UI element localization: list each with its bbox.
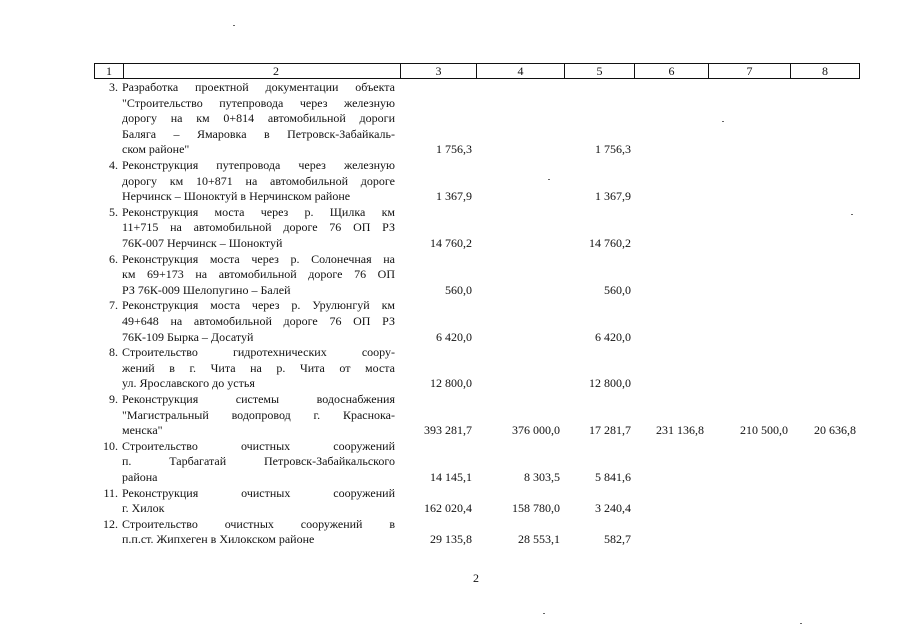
value-col-3: 14 145,1 bbox=[430, 469, 472, 484]
table-row bbox=[0, 205, 905, 252]
table-row bbox=[0, 345, 905, 392]
value-col-5: 6 420,0 bbox=[595, 329, 631, 344]
description-line: ул. Ярославского до устья bbox=[122, 376, 255, 391]
description-line: "Магистральный водопровод г. Краснока- bbox=[122, 407, 395, 422]
description-line: Реконструкция моста через р. Щилка км bbox=[122, 204, 395, 219]
description-line: 49+648 на автомобильной дороге 76 ОП РЗ bbox=[122, 313, 395, 328]
scan-speck bbox=[543, 613, 545, 614]
description-line: дорогу на км 0+814 автомобильной дороги bbox=[122, 111, 395, 126]
header-cell-3: 3 bbox=[400, 64, 476, 78]
row-number: 4. bbox=[109, 158, 118, 172]
row-number: 8. bbox=[109, 345, 118, 360]
value-col-4: 158 780,0 bbox=[512, 501, 560, 516]
description-line: района bbox=[122, 469, 158, 484]
description-line: Баляга – Ямаровка в Петровск-Забайкаль- bbox=[122, 126, 395, 141]
row-description bbox=[122, 298, 395, 345]
value-col-3: 6 420,0 bbox=[436, 329, 472, 344]
row-number: 12. bbox=[103, 516, 118, 531]
row-description bbox=[122, 486, 395, 517]
value-col-5: 14 760,2 bbox=[589, 235, 631, 250]
description-line: "Строительство путепровода через железную bbox=[122, 95, 395, 110]
value-col-4: 376 000,0 bbox=[512, 423, 560, 438]
description-line: Реконструкция очистных сооружений bbox=[122, 485, 395, 500]
row-description bbox=[122, 80, 395, 158]
description-line: г. Хилок bbox=[122, 501, 165, 516]
row-description bbox=[122, 158, 395, 205]
header-cell-2: 2 bbox=[123, 64, 428, 78]
row-description bbox=[122, 392, 395, 439]
table-row bbox=[0, 158, 905, 205]
row-description bbox=[122, 345, 395, 392]
description-line: Строительство гидротехнических соору- bbox=[122, 345, 395, 360]
table-row bbox=[0, 439, 905, 486]
value-col-3: 29 135,8 bbox=[430, 532, 472, 547]
value-col-3: 162 020,4 bbox=[424, 501, 472, 516]
description-line: Реконструкция путепровода через железную bbox=[122, 158, 395, 172]
value-col-5: 5 841,6 bbox=[595, 469, 631, 484]
header-cell-4: 4 bbox=[476, 64, 564, 78]
value-col-3: 14 760,2 bbox=[430, 235, 472, 250]
description-line: жений в г. Чита на р. Чита от моста bbox=[122, 360, 395, 375]
description-line: Строительство очистных сооружений в bbox=[122, 516, 395, 531]
description-line: 76К-007 Нерчинск – Шоноктуй bbox=[122, 235, 283, 250]
row-description bbox=[122, 252, 395, 299]
scan-speck bbox=[548, 179, 550, 180]
description-line: Реконструкция моста через р. Урулюнгуй км bbox=[122, 298, 395, 313]
header-cell-1: 1 bbox=[106, 64, 112, 78]
description-line: п. Тарбагатай Петровск-Забайкальского bbox=[122, 454, 395, 469]
description-line: Реконструкция системы водоснабжения bbox=[122, 392, 395, 406]
description-line: ском районе" bbox=[122, 142, 190, 157]
description-line: п.п.ст. Жипхеген в Хилокском районе bbox=[122, 532, 315, 547]
description-line: менска" bbox=[122, 423, 163, 438]
description-line: Разработка проектной документации объекта bbox=[122, 80, 395, 94]
table-row bbox=[0, 252, 905, 299]
value-col-3: 393 281,7 bbox=[424, 423, 472, 438]
value-col-5: 3 240,4 bbox=[595, 501, 631, 516]
description-line: Реконструкция моста через р. Солонечная на bbox=[122, 251, 395, 266]
row-number: 5. bbox=[109, 204, 118, 219]
description-line: Строительство очистных сооружений bbox=[122, 438, 395, 453]
table-row bbox=[0, 486, 905, 517]
value-col-8: 20 636,8 bbox=[814, 423, 856, 438]
value-col-5: 1 367,9 bbox=[595, 189, 631, 204]
value-col-7: 210 500,0 bbox=[740, 423, 788, 438]
value-col-5: 12 800,0 bbox=[589, 376, 631, 391]
page-number: 2 bbox=[473, 571, 479, 585]
row-description bbox=[122, 205, 395, 252]
value-col-3: 12 800,0 bbox=[430, 376, 472, 391]
description-line: 11+715 на автомобильной дороге 76 ОП РЗ bbox=[122, 220, 395, 235]
description-line: дорогу км 10+871 на автомобильной дороге bbox=[122, 173, 395, 188]
description-line: км 69+173 на автомобильной дороге 76 ОП bbox=[122, 267, 395, 282]
description-line: 76К-109 Бырка – Досатуй bbox=[122, 329, 254, 344]
row-number: 6. bbox=[109, 251, 118, 266]
scan-speck bbox=[722, 121, 724, 122]
scan-speck bbox=[851, 214, 853, 215]
row-number: 7. bbox=[109, 298, 118, 313]
header-cell-7: 7 bbox=[708, 64, 790, 78]
table-row bbox=[0, 517, 905, 548]
value-col-5: 560,0 bbox=[604, 282, 631, 297]
value-col-6: 231 136,8 bbox=[656, 423, 704, 438]
row-description bbox=[122, 439, 395, 486]
value-col-3: 1 756,3 bbox=[436, 142, 472, 157]
value-col-5: 582,7 bbox=[604, 532, 631, 547]
row-description bbox=[122, 517, 395, 548]
header-cell-5: 5 bbox=[564, 64, 634, 78]
value-col-4: 8 303,5 bbox=[524, 469, 560, 484]
row-number: 10. bbox=[103, 438, 118, 453]
scan-speck bbox=[233, 25, 235, 26]
value-col-4: 28 553,1 bbox=[518, 532, 560, 547]
row-number: 11. bbox=[103, 485, 118, 500]
table-row bbox=[0, 80, 905, 158]
row-number: 9. bbox=[109, 392, 118, 406]
row-number: 3. bbox=[109, 80, 118, 94]
value-col-3: 560,0 bbox=[445, 282, 472, 297]
description-line: РЗ 76К-009 Шелопугино – Балей bbox=[122, 282, 291, 297]
description-line: Нерчинск – Шоноктуй в Нерчинском районе bbox=[122, 189, 351, 204]
table-row bbox=[0, 392, 905, 439]
table-header-row bbox=[94, 63, 860, 79]
header-cell-8: 8 bbox=[790, 64, 859, 78]
scan-speck bbox=[800, 623, 802, 624]
value-col-5: 17 281,7 bbox=[589, 423, 631, 438]
value-col-5: 1 756,3 bbox=[595, 142, 631, 157]
table-row bbox=[0, 298, 905, 345]
header-cell-6: 6 bbox=[634, 64, 708, 78]
value-col-3: 1 367,9 bbox=[436, 189, 472, 204]
